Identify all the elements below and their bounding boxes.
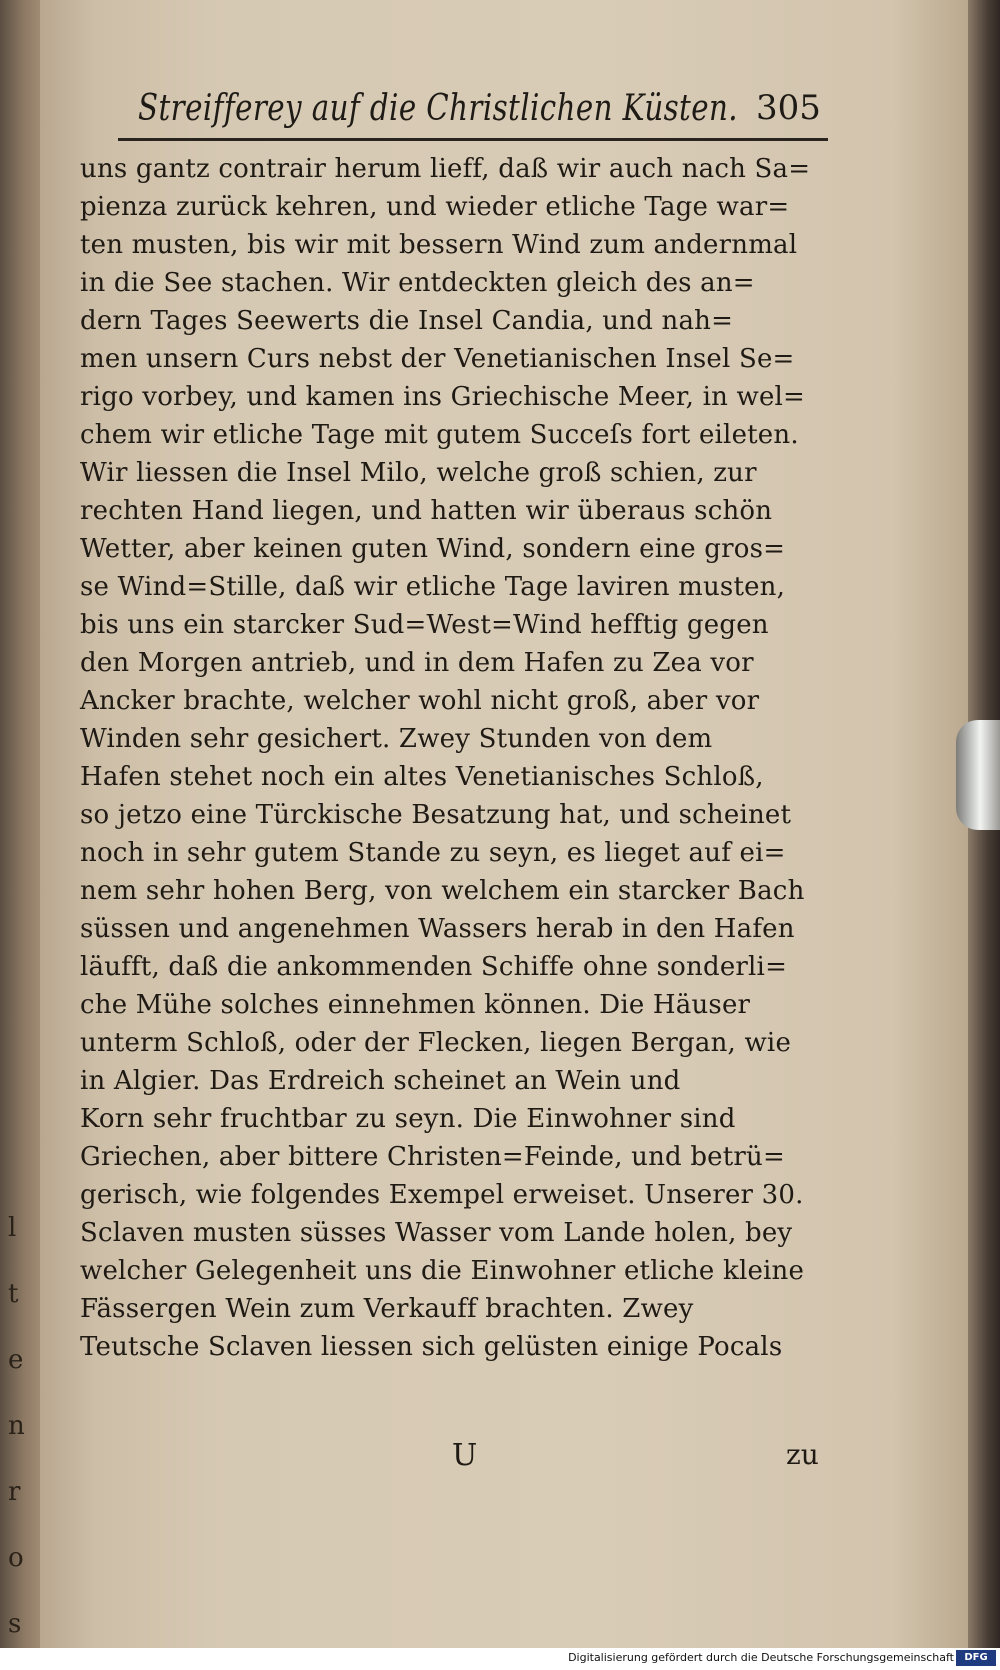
text-line: süssen und angenehmen Wassers herab in den Hafen [80, 914, 795, 944]
body-text [80, 150, 828, 1366]
text-line: se Wind=Stille, daß wir etliche Tage laviren musten, [80, 572, 786, 602]
text-line: dern Tages Seewerts die Insel Candia, und nah= [80, 306, 734, 336]
dfg-logo: DFG [956, 1650, 996, 1666]
text-line: bis uns ein starcker Sud=West=Wind hefftig gegen [80, 610, 769, 640]
text-line: den Morgen antrieb, und in dem Hafen zu Zea vor [80, 648, 754, 678]
text-line: gerisch, wie folgendes Exempel erweiset. Unserer 30. [80, 1180, 804, 1210]
text-line: noch in sehr gutem Stande zu seyn, es lieget auf ei= [80, 838, 786, 868]
edge-char: o [8, 1543, 24, 1573]
signature-mark: U [452, 1438, 478, 1473]
edge-char: n [8, 1411, 25, 1441]
text-line: men unsern Curs nebst der Venetianischen Insel Se= [80, 344, 795, 374]
text-line: uns gantz contrair herum lieff, daß wir auch nach Sa= [80, 154, 811, 184]
catchword: zu [786, 1438, 819, 1471]
text-line: Sclaven musten süsses Wasser vom Lande holen, bey [80, 1218, 793, 1248]
edge-char: l [8, 1213, 17, 1243]
edge-char: r [8, 1477, 21, 1507]
footer-bar [0, 1648, 1000, 1670]
edge-char: e [8, 1345, 24, 1375]
text-line: Winden sehr gesichert. Zwey Stunden von dem [80, 724, 713, 754]
page-number: 305 [756, 88, 821, 128]
text-line: Hafen stehet noch ein altes Venetianisches Schloß, [80, 762, 764, 792]
facing-page-characters [8, 1195, 28, 1657]
text-line: unterm Schloß, oder der Flecken, liegen Bergan, wie [80, 1028, 792, 1058]
running-title: Streifferey auf die Christlichen Küsten. [138, 88, 738, 129]
text-line: Teutsche Sclaven liessen sich gelüsten einige Pocals [80, 1332, 783, 1362]
funding-notice: Digitalisierung gefördert durch die Deutsche Forschungsgemeinschaft [568, 1651, 954, 1664]
text-line: Wetter, aber keinen guten Wind, sondern eine gros= [80, 534, 786, 564]
text-line: so jetzo eine Türckische Besatzung hat, und scheinet [80, 800, 792, 830]
edge-char: t [8, 1279, 19, 1309]
text-line: Griechen, aber bittere Christen=Feinde, und betrü= [80, 1142, 785, 1172]
text-line: rigo vorbey, und kamen ins Griechische Meer, in wel= [80, 382, 806, 412]
text-line: Ancker brachte, welcher wohl nicht groß, aber vor [80, 686, 760, 716]
text-line: che Mühe solches einnehmen können. Die Häuser [80, 990, 751, 1020]
text-line: nem sehr hohen Berg, von welchem ein starcker Bach [80, 876, 805, 906]
text-line: welcher Gelegenheit uns die Einwohner etliche kleine [80, 1256, 805, 1286]
text-line: pienza zurück kehren, und wieder etliche Tage war= [80, 192, 790, 222]
text-line: ten musten, bis wir mit bessern Wind zum andernmal [80, 230, 798, 260]
text-line: Korn sehr fruchtbar zu seyn. Die Einwohner sind [80, 1104, 736, 1134]
text-line: rechten Hand liegen, und hatten wir überaus schön [80, 496, 773, 526]
header-rule [118, 138, 828, 141]
text-line: Wir liessen die Insel Milo, welche groß schien, zur [80, 458, 757, 488]
text-line: in die See stachen. Wir entdeckten gleich des an= [80, 268, 755, 298]
text-line: Fässergen Wein zum Verkauff brachten. Zwey [80, 1294, 694, 1324]
text-line: chem wir etliche Tage mit gutem Succeſs fort eileten. [80, 420, 799, 450]
text-line: in Algier. Das Erdreich scheinet an Wein und [80, 1066, 681, 1096]
text-line: läufft, daß die ankommenden Schiffe ohne sonderli= [80, 952, 788, 982]
page-header [118, 88, 838, 128]
edge-char: s [8, 1609, 22, 1639]
page-clip [956, 720, 1000, 830]
